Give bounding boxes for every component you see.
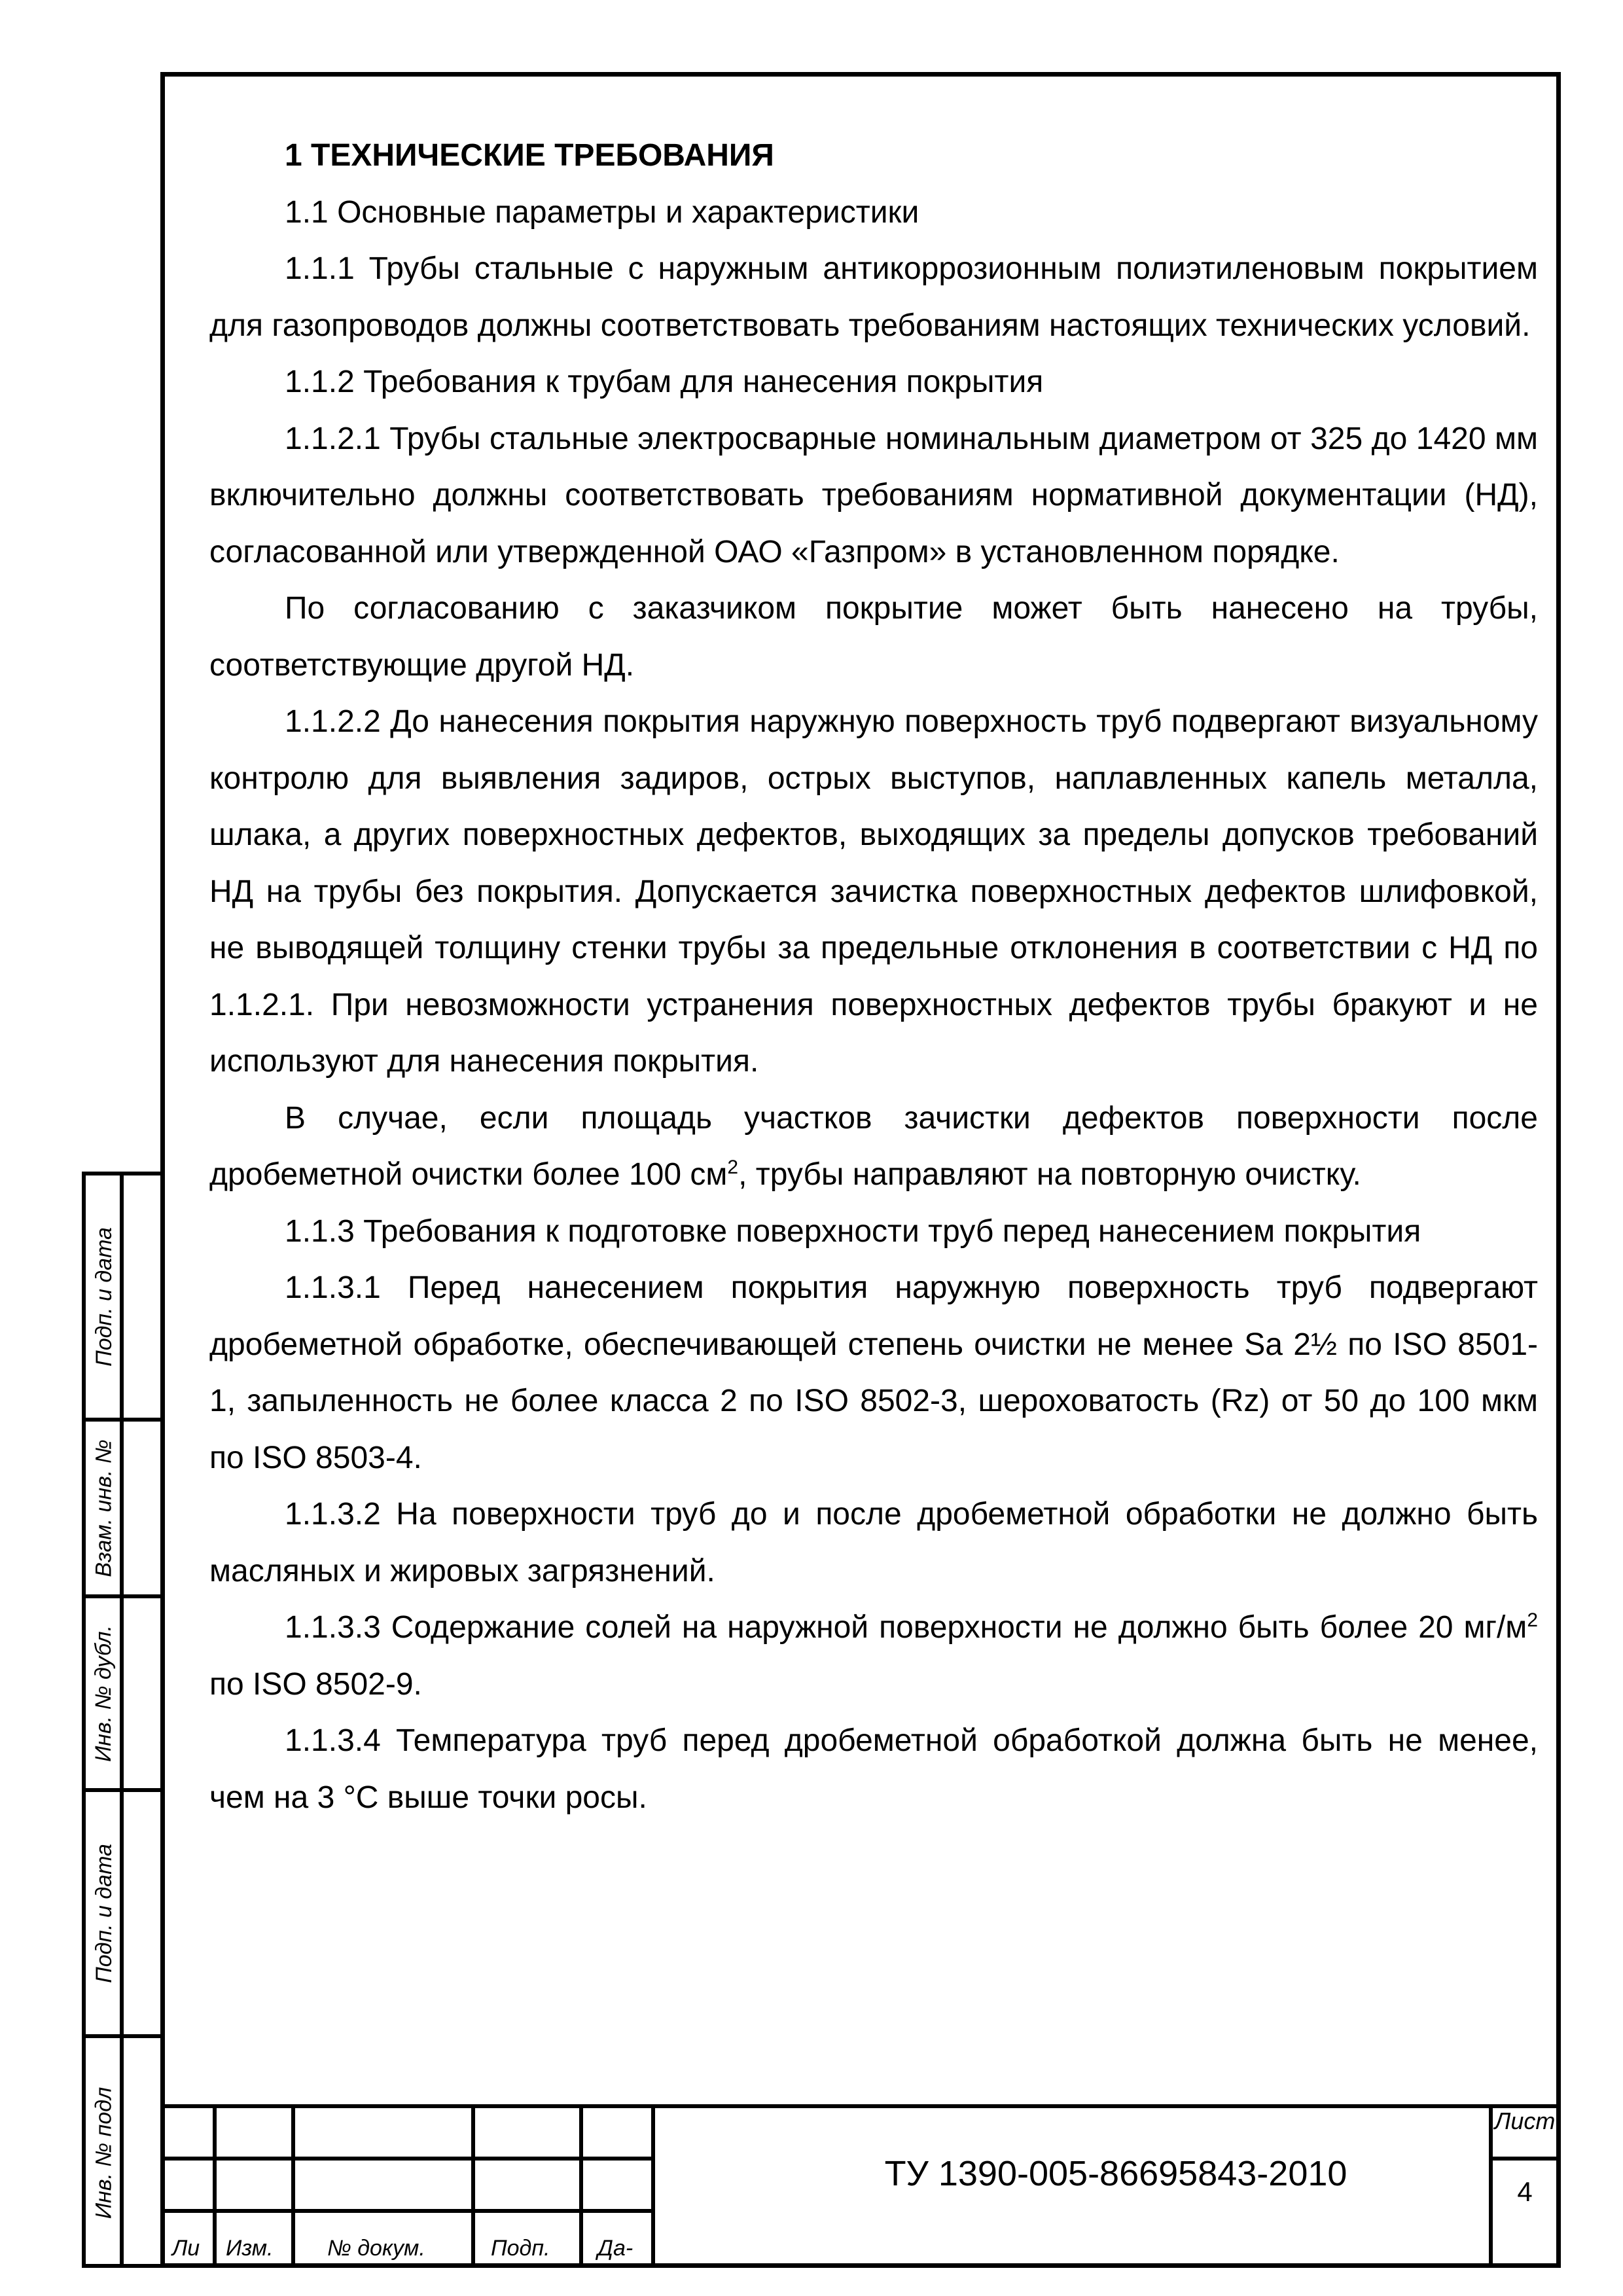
sheet-label: Лист xyxy=(1494,2108,1556,2134)
document-code: ТУ 1390-005-86695843-2010 xyxy=(884,2154,1347,2193)
strip-label-podp-data-2: Подп. и дата xyxy=(91,1843,116,1983)
col-label-izm: Изм. xyxy=(226,2236,274,2261)
title-block-col-line xyxy=(651,2104,655,2268)
strip-cell-podp-data-2 xyxy=(88,1792,120,2034)
paragraph-salts-text: 1.1.3.3 Содержание солей на наружной поверхности не должно быть более 20 мг/м xyxy=(285,1610,1527,1645)
paragraph-1-1-3-4: 1.1.3.4 Температура труб перед дробеметной обработкой должна быть не менее, чем на 3 °С выше точки росы. xyxy=(209,1723,1538,1815)
strip-cell-podp-data-1 xyxy=(88,1175,120,1418)
paragraph-cleaning-area xyxy=(209,1090,1538,1204)
title-block-col-line xyxy=(471,2104,475,2268)
paragraph-1-1-3-1: 1.1.3.1 Перед нанесением покрытия наружную поверхность труб подвергают дробеметной обработке, обеспечивающей степень очистки не менее Sa 2½ по ISO 8501-1, запыленность не более класса 2 по ISO 8502-3, шероховатость (Rz) от 50 до 100 мкм по ISO 8503-4. xyxy=(209,1270,1538,1475)
title-block xyxy=(160,2104,1561,2268)
strip-label-vzam-inv: Взам. инв. № xyxy=(91,1439,116,1577)
margin-strip xyxy=(82,1172,160,2268)
title-block-col-line xyxy=(291,2104,295,2268)
paragraph-cleaning-area-end: , трубы направляют на повторную очистку. xyxy=(738,1157,1361,1192)
section-heading: 1 ТЕХНИЧЕСКИЕ ТРЕБОВАНИЯ xyxy=(285,138,774,173)
paragraph-1-1-2-2: 1.1.2.2 До нанесения покрытия наружную поверхность труб подвергают визуальному контролю для выявления задиров, острых выступов, наплавленных капель металла, шлака, а других поверхностных дефектов, выходящих за пределы допусков требований НД на трубы без покрытия. Допускается зачистка поверхностных дефектов шлифовкой, не выводящей толщину стенки трубы за предельные отклонения в соответствии с НД по 1.1.2.1. При невозможности устранения поверхностных дефектов трубы бракуют и не используют для нанесения покрытия. xyxy=(209,704,1538,1079)
strip-cell-inv-podl xyxy=(88,2038,120,2268)
col-label-data: Да- xyxy=(597,2236,633,2261)
title-block-row-line xyxy=(160,2157,651,2161)
title-block-col-line xyxy=(579,2104,583,2268)
strip-cell-inv-dubl xyxy=(88,1598,120,1788)
paragraph-1-1-1: 1.1.1 Трубы стальные с наружным антикоррозионным полиэтиленовым покрытием для газопроводов должны соответствовать требованиям настоящих технических условий. xyxy=(209,251,1538,343)
strip-label-inv-podl: Инв. № подл xyxy=(91,2087,116,2219)
col-label-podp: Подп. xyxy=(491,2236,550,2261)
paragraph-cleaning-area-text: В случае, если площадь участков зачистки дефектов поверхности после дробеметной очистки более 100 см xyxy=(209,1100,1538,1192)
strip-divider xyxy=(120,1175,124,2264)
title-block-top-line xyxy=(160,2104,1561,2108)
title-block-col-line xyxy=(213,2104,217,2268)
superscript-square: 2 xyxy=(727,1157,739,1178)
title-block-row-line xyxy=(160,2209,651,2213)
superscript-square-2: 2 xyxy=(1527,1609,1538,1631)
paragraph-1-1-2: 1.1.2 Требования к трубам для нанесения покрытия xyxy=(285,365,1044,399)
paragraph-1-1-3-2: 1.1.3.2 На поверхности труб до и после дробеметной обработки не должно быть масляных и жировых загрязнений. xyxy=(209,1497,1538,1588)
paragraph-salts-end: по ISO 8502-9. xyxy=(209,1666,422,1702)
col-label-li: Ли xyxy=(172,2236,200,2261)
sheet-label-line xyxy=(1489,2157,1561,2161)
document-body xyxy=(209,128,1538,1826)
sheet-number: 4 xyxy=(1517,2176,1533,2207)
strip-label-podp-data-1: Подп. и дата xyxy=(91,1227,116,1367)
paragraph-1-1-2-1: 1.1.2.1 Трубы стальные электросварные номинальным диаметром от 325 до 1420 мм включительно должны соответствовать требованиям нормативной документации (НД), согласованной или утвержденной ОАО «Газпром» в установленном порядке. xyxy=(209,421,1538,569)
paragraph-agreement: По согласованию с заказчиком покрытие может быть нанесено на трубы, соответствующие другой НД. xyxy=(209,591,1538,683)
col-label-dokum: № докум. xyxy=(327,2236,425,2261)
strip-cell-vzam-inv xyxy=(88,1422,120,1594)
paragraph-1-1-3-3 xyxy=(209,1600,1538,1713)
subsection-heading: 1.1 Основные параметры и характеристики xyxy=(285,194,919,230)
strip-label-inv-dubl: Инв. № дубл. xyxy=(91,1624,116,1762)
paragraph-1-1-3: 1.1.3 Требования к подготовке поверхности труб перед нанесением покрытия xyxy=(285,1213,1421,1249)
